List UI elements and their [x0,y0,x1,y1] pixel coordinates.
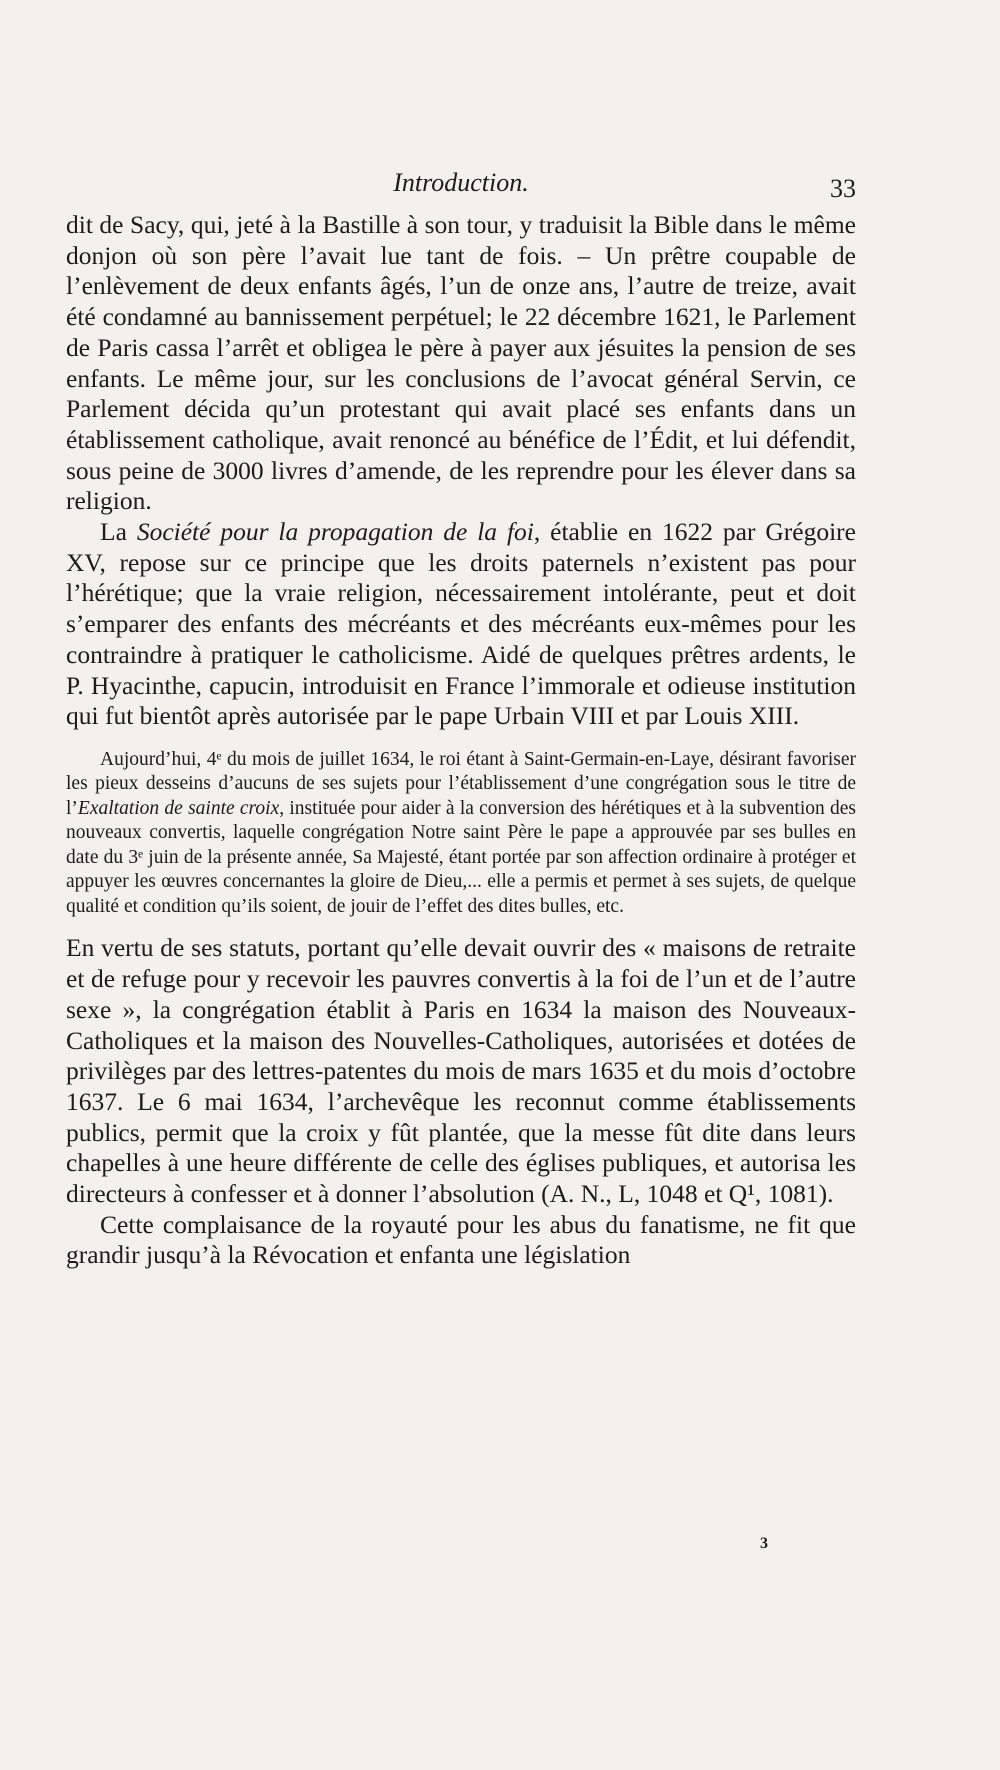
signature-mark: 3 [760,1535,768,1552]
block-quote [66,748,856,920]
running-head [66,168,856,208]
paragraph-2-start: La [100,517,137,547]
congregation-title: Exaltation de sainte croix [77,797,280,819]
society-title: Société pour la propagation de la foi [136,517,534,547]
quote-start: Aujourd’hui, 4ᵉ du mois de juillet 1634, le roi étant à Saint-Germain-en-Laye, désirant favoriser les pieux desseins d’aucuns de ses sujets pour l’établissement d’une congrégation sous le titre de l’ [66,748,856,819]
page-number: 33 [830,174,856,203]
paragraph-2-rest: , établie en 1622 par Grégoire XV, repose sur ce principe que les droits paternels n’existent pas pour l’hérétique; que la vraie religion, nécessairement intolérante, peut et doit s’emparer des enfants des mécréants et des mécréants eux-mêmes pour les contraindre à pratiquer le catholicisme. Aidé de quelques prêtres ardents, le P. Hyacinthe, capucin, introduisit en France l’immorale et odieuse institution qui fut bientôt après autorisée par le pape Urbain VIII et par Louis XIII. [66,517,856,731]
quote-rest: , instituée pour aider à la conversion des hérétiques et à la subvention des nouveaux convertis, laquelle congrégation Notre saint Père le pape a approuvée par ses bulles en date du 3ᵉ juin de la présente année, Sa Majesté, étant portée par son affection ordinaire à protéger et appuyer les œuvres concernantes la gloire de Dieu,... elle a permis et permet à ses sujets, de quelque qualité et condition qu’ils soient, de jouir de l’effet des dites bulles, etc. [66,797,856,917]
body-text [66,210,856,1271]
paragraph-2 [66,517,856,732]
paragraph-1: dit de Sacy, qui, jeté à la Bastille à son tour, y traduisit la Bible dans le même donjon où son père l’avait lue tant de fois. – Un prêtre coupable de l’enlèvement de deux enfants âgés, l’un de onze ans, l’autre de treize, avait été condamné au bannissement perpétuel; le 22 décembre 1621, le Parlement de Paris cassa l’arrêt et obligea le père à payer aux jésuites la pension de ses enfants. Le même jour, sur les conclusions de l’avocat général Servin, ce Parlement décida qu’un protestant qui avait placé ses enfants dans un établissement catholique, avait renoncé au bénéfice de l’Édit, et lui défendit, sous peine de 3000 livres d’amende, de les reprendre pour les élever dans sa religion. [66,210,856,516]
running-title: Introduction. [393,168,529,197]
paragraph-3: En vertu de ses statuts, portant qu’elle devait ouvrir des « maisons de retraite et de refuge pour y recevoir les pauvres convertis à la foi de l’un et de l’autre sexe », la congrégation établit à Paris en 1634 la maison des Nouveaux-Catholiques et la maison des Nouvelles-Catholiques, autorisées et dotées de privilèges par des lettres-patentes du mois de mars 1635 et du mois d’octobre 1637. Le 6 mai 1634, l’archevêque les reconnut comme établissements publics, permit que la croix y fût plantée, que la messe fût dite dans leurs chapelles à une heure différente de celle des églises publiques, et autorisa les directeurs à confesser et à donner l’absolution (A. N., L, 1048 et Q¹, 1081). [66,933,856,1209]
paragraph-4: Cette complaisance de la royauté pour les abus du fanatisme, ne fit que grandir jusqu’à la Révocation et enfanta une législation [66,1209,856,1270]
